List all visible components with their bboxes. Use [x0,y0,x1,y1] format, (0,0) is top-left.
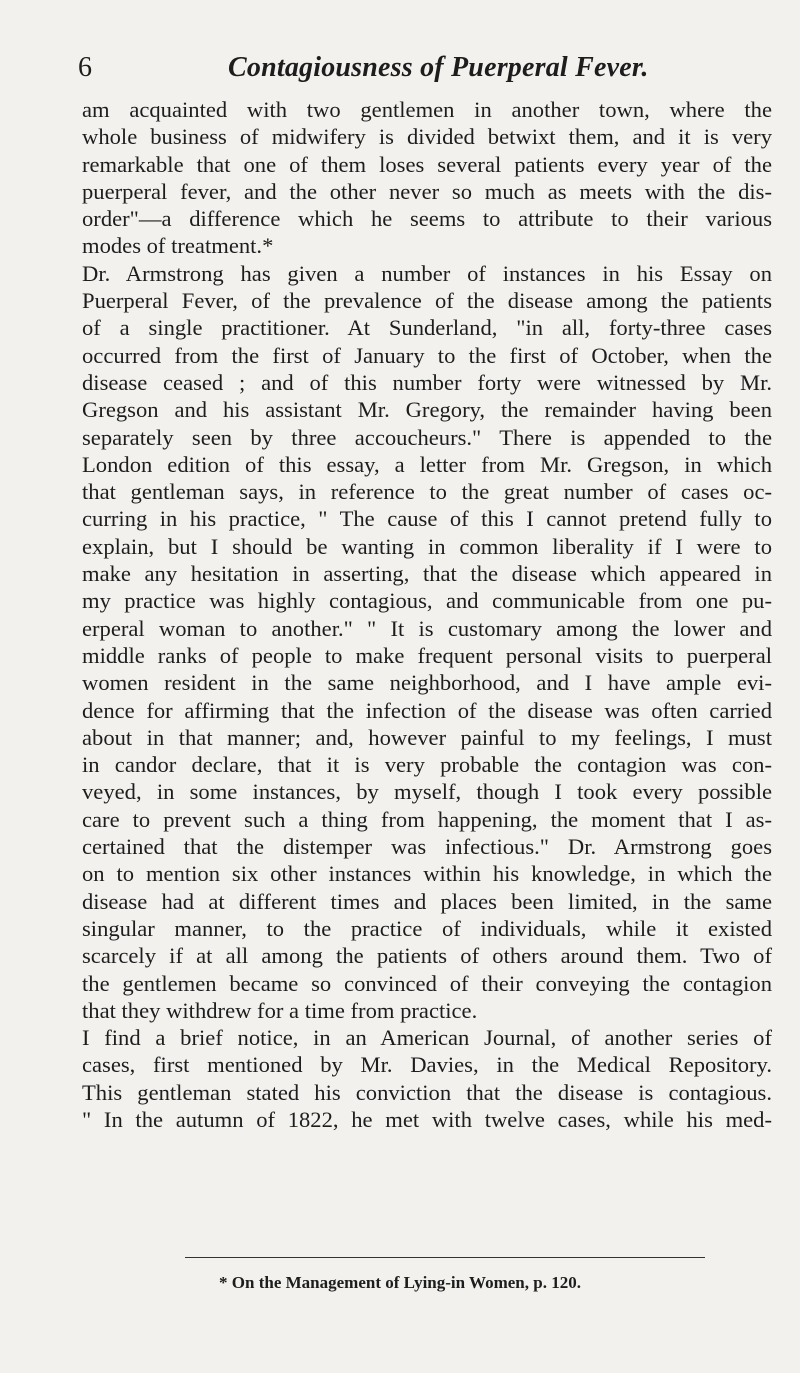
text-line: modes of treatment.* [82,233,274,259]
text-line: " In the autumn of 1822, he met with twelve cases, while his med- [82,1106,772,1132]
text-line: London edition of this essay, a letter from Mr. Gregson, in which [82,451,772,477]
text-line: the gentlemen became so convinced of their conveying the contagion [82,970,772,996]
text-line: cases, first mentioned by Mr. Davies, in the Medical Repository. [82,1052,772,1078]
text-line: This gentleman stated his conviction that the disease is contagious. [82,1079,772,1105]
text-line: middle ranks of people to make frequent personal visits to puerperal [82,642,772,668]
text-line: in candor declare, that it is very probable the contagion was con- [82,752,772,778]
page-number: 6 [78,52,92,83]
text-line: singular manner, to the practice of individuals, while it existed [82,915,772,941]
text-line: my practice was highly contagious, and communicable from one pu- [82,588,772,614]
text-line: separately seen by three accoucheurs." There is appended to the [82,424,772,450]
text-line: Gregson and his assistant Mr. Gregory, the remainder having been [82,397,772,423]
footnote: * On the Management of Lying-in Women, p. 120. [219,1273,581,1292]
text-line: remarkable that one of them loses several patients every year of the [82,151,772,177]
text-line: order"—a difference which he seems to attribute to their various [82,206,772,232]
text-line: on to mention six other instances within his knowledge, in which the [82,861,772,887]
text-line: disease had at different times and places been limited, in the same [82,888,772,914]
footnote-rule [185,1257,705,1258]
text-line: explain, but I should be wanting in common liberality if I were to [82,533,772,559]
running-title: Contagiousness of Puerperal Fever. [228,52,649,83]
text-line: make any hesitation in asserting, that the disease which appeared in [82,561,772,587]
text-line: of a single practitioner. At Sunderland, "in all, forty-three cases [82,315,772,341]
text-line: Dr. Armstrong has given a number of instances in his Essay on [82,260,772,286]
text-line: am acquainted with two gentlemen in another town, where the [82,97,772,122]
text-line: I find a brief notice, in an American Journal, of another series of [82,1025,772,1051]
text-line: veyed, in some instances, by myself, though I took every possible [82,779,772,805]
text-line: occurred from the first of January to the first of October, when the [82,342,772,368]
body-text [82,96,772,1133]
text-line: that they withdrew for a time from practice. [82,997,478,1023]
text-line: disease ceased ; and of this number forty were witnessed by Mr. [82,369,772,395]
text-line: curring in his practice, " The cause of this I cannot pretend fully to [82,506,772,532]
text-line: whole business of midwifery is divided betwixt them, and it is very [82,124,772,150]
text-line: erperal woman to another." " It is customary among the lower and [82,615,772,641]
text-line: care to prevent such a thing from happening, the moment that I as- [82,806,772,832]
text-line: scarcely if at all among the patients of others around them. Two of [82,943,772,969]
text-line: certained that the distemper was infectious." Dr. Armstrong goes [82,834,772,860]
text-line: about in that manner; and, however painful to my feelings, I must [82,724,772,750]
text-line: women resident in the same neighborhood, and I have ample evi- [82,670,772,696]
text-line: puerperal fever, and the other never so much as meets with the dis- [82,178,772,204]
text-line: that gentleman says, in reference to the great number of cases oc- [82,479,772,505]
text-line: dence for affirming that the infection of the disease was often carried [82,697,772,723]
running-head [78,48,718,88]
text-line: Puerperal Fever, of the prevalence of the disease among the patients [82,288,772,314]
